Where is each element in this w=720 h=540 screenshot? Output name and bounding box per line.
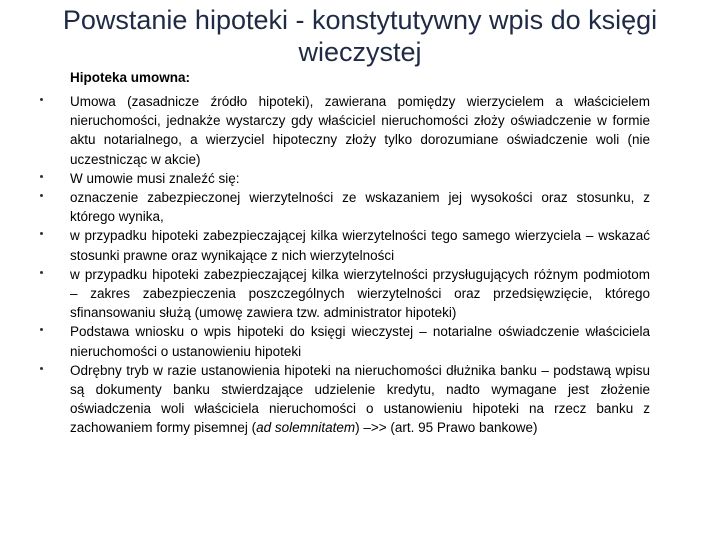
list-item (40, 188, 650, 226)
list-item (40, 92, 650, 169)
list-item-text: Podstawa wniosku o wpis hipoteki do księgi wieczystej – notarialne oświadczenie właściciela nieruchomości o ustanowieniu hipoteki (70, 324, 650, 359)
bullet-icon (40, 98, 43, 101)
list-item-text: Umowa (zasadnicze źródło hipoteki), zawierana pomiędzy wierzycielem a właścicielem nieruchomości, jednakże wystarczy gdy właściciel nieruchomości złoży oświadczenie w formie aktu notarialnego, a wierzyciel hipoteczny złoży tylko dorozumiane oświadczenie woli (nie uczestnicząc w akcie) (70, 94, 650, 167)
bullet-icon (40, 367, 43, 370)
bullet-icon (40, 271, 43, 274)
list-item (40, 169, 650, 188)
list-item-text-part: ) –>> (art. 95 Prawo bankowe) (355, 420, 538, 436)
section-subheading: Hipoteka umowna: (70, 70, 191, 85)
slide-title: Powstanie hipoteki - konstytutywny wpis do księgi wieczystej (62, 5, 658, 67)
list-item (40, 226, 650, 264)
bullet-icon (40, 232, 43, 235)
bullet-icon (40, 175, 43, 178)
list-item-italic-text: ad solemnitatem (256, 420, 356, 436)
list-item (40, 265, 650, 323)
list-item (40, 322, 650, 360)
bullet-icon (40, 328, 43, 331)
list-item-text-part: Odrębny tryb w razie ustanowienia hipoteki na nieruchomości dłużnika banku – podstawą wpisu są dokumenty banku stwierdzające udzielenie kredytu, nadto wymagane jest złożenie oświadczenia woli właściciela nieruchomości o ustanowieniu hipoteki na rzecz banku z zachowaniem formy pisemnej ( (70, 362, 650, 436)
list-item (40, 361, 650, 438)
list-item-text: w przypadku hipoteki zabezpieczającej kilka wierzytelności tego samego wierzyciela – wskazać stosunki prawne oraz wynikające z nich wierzytelności (70, 228, 650, 263)
bullet-list (40, 92, 650, 438)
list-item-text: oznaczenie zabezpieczonej wierzytelności ze wskazaniem jej wysokości oraz stosunku, z którego wynika, (70, 190, 650, 225)
list-item-text: W umowie musi znaleźć się: (70, 170, 240, 186)
bullet-icon (40, 194, 43, 197)
list-item-text: w przypadku hipoteki zabezpieczającej kilka wierzytelności przysługujących różnym podmiotom – zakres zabezpieczenia poszczególnych wierzytelności oraz przedsięwzięcie, którego sfinansowaniu służą (umowę zawiera tzw. administrator hipoteki) (70, 266, 650, 321)
